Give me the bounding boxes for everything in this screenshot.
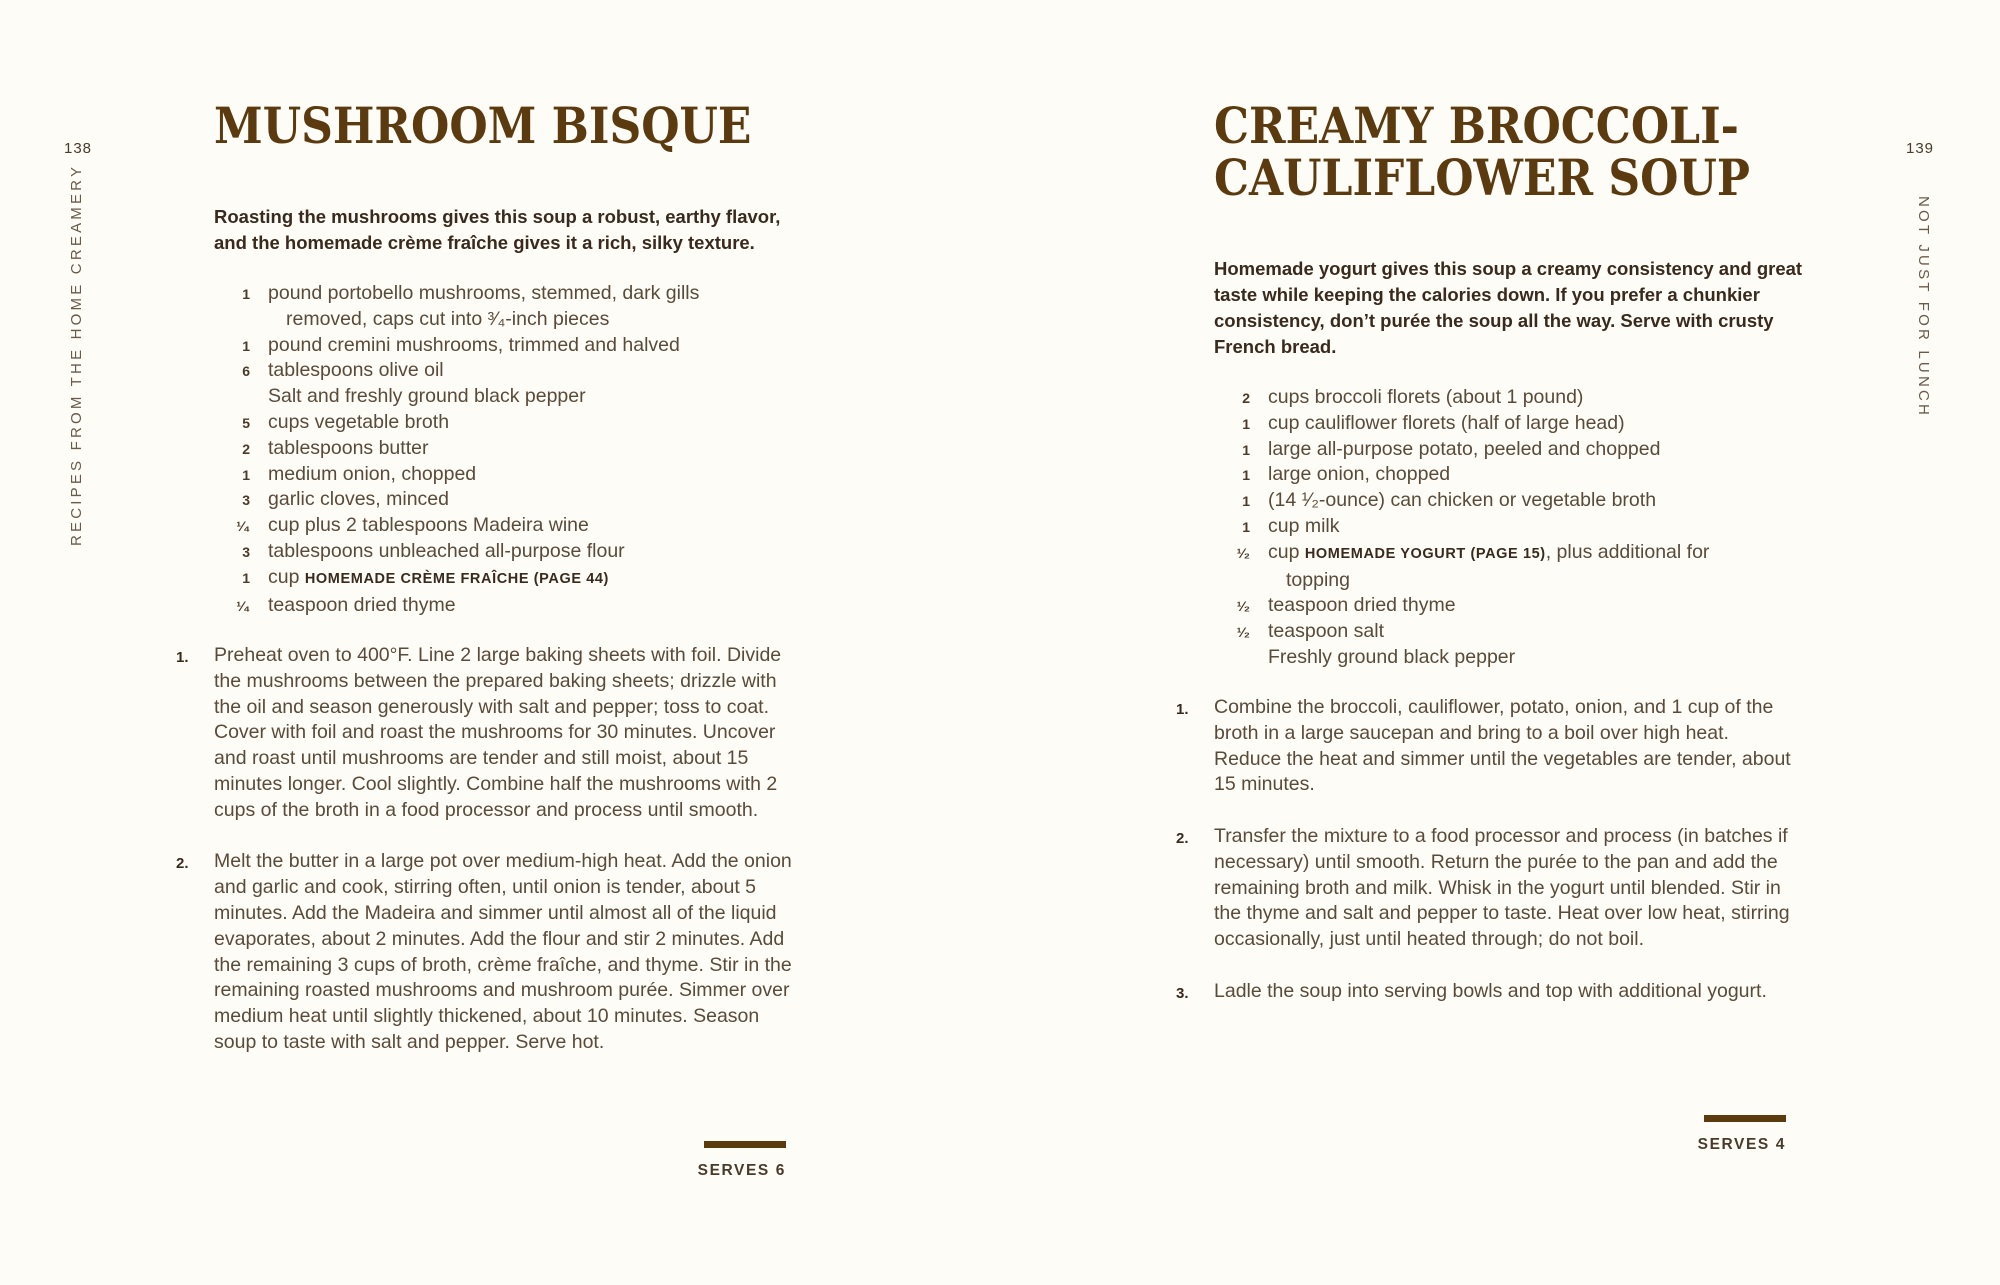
ingredient-item bbox=[214, 384, 814, 410]
recipe-title bbox=[1214, 96, 1750, 207]
ingredient-quantity: ¹⁄₄ bbox=[236, 597, 250, 614]
ingredient-list bbox=[214, 281, 814, 618]
ingredient-item bbox=[1214, 385, 1814, 411]
ingredient-item bbox=[1214, 593, 1814, 619]
ingredient-item bbox=[1214, 514, 1814, 540]
recipe-title: MUSHROOM BISQUE bbox=[214, 96, 752, 155]
method-step bbox=[1176, 979, 1796, 1005]
ingredient-quantity: 1 bbox=[1242, 415, 1250, 432]
ingredient-text: tablespoons unbleached all-purpose flour bbox=[268, 539, 625, 562]
step-list bbox=[1176, 695, 1796, 1030]
step-text: Combine the broccoli, cauliflower, potato, onion, and 1 cup of the broth in a large saucepan and bring to a boil over high heat. Reduce the heat and simmer until the vegetables are tender, about 15 minutes. bbox=[1214, 696, 1791, 796]
ingredient-item bbox=[214, 539, 814, 565]
ingredient-text: pound cremini mushrooms, trimmed and halved bbox=[268, 333, 680, 356]
step-number: 1. bbox=[1176, 701, 1189, 718]
step-number: 2. bbox=[1176, 829, 1189, 847]
ingredient-text: teaspoon dried thyme bbox=[1268, 594, 1456, 617]
ingredient-text-wrap: topping bbox=[1286, 568, 1350, 591]
ingredient-item bbox=[1214, 411, 1814, 437]
ingredient-text: Salt and freshly ground black pepper bbox=[268, 385, 586, 408]
running-head: RECIPES FROM THE HOME CREAMERY bbox=[68, 163, 85, 546]
ingredient-quantity: ¹⁄₂ bbox=[1236, 544, 1250, 561]
ingredient-text: cups vegetable broth bbox=[268, 410, 450, 433]
ingredient-text: garlic cloves, minced bbox=[268, 488, 449, 511]
ingredient-item bbox=[214, 436, 814, 462]
step-text: Preheat oven to 400°F. Line 2 large baking sheets with foil. Divide the mushrooms between the prepared baking sheets; drizzle with the oil and season generously with salt and pepper; toss to coat. Cover with foil and roast the mushrooms for 30 minutes. Uncover and roast until mushrooms are tender and still moist, about 15 minutes longer. Cool slightly. Combine half the mushrooms with 2 cups of the broth in a food processor and process until smooth. bbox=[214, 644, 782, 821]
cross-reference: HOMEMADE YOGURT (PAGE 15) bbox=[1304, 545, 1546, 562]
ingredient-text: tablespoons butter bbox=[268, 436, 429, 459]
ingredient-text: pound portobello mushrooms, stemmed, dark gills bbox=[268, 282, 700, 304]
ingredient-item bbox=[214, 281, 814, 333]
ingredient-quantity: 1 bbox=[1242, 441, 1250, 458]
ingredient-text-cont: , plus additional for bbox=[1545, 540, 1710, 563]
ingredient-quantity: 5 bbox=[242, 414, 250, 431]
ingredient-quantity: 3 bbox=[242, 492, 250, 509]
ingredient-text: large all-purpose potato, peeled and chopped bbox=[1268, 437, 1661, 460]
title-line: CREAMY BROCCOLI- bbox=[1214, 96, 1739, 155]
ingredient-item bbox=[214, 333, 814, 359]
ingredient-text: Freshly ground black pepper bbox=[1268, 645, 1516, 668]
step-text: Melt the butter in a large pot over medium-high heat. Add the onion and garlic and cook, stirring often, until onion is tender, about 5 minutes. Add the Madeira and simmer until almost all of the liquid evaporates, about 2 minutes. Add the flour and stir 2 minutes. Add the remaining 3 cups of broth, crème fraîche, and thyme. Stir in the remaining roasted mushrooms and mushroom purée. Simmer over medium heat until slightly thickened, about 10 minutes. Season soup to taste with salt and pepper. Serve hot. bbox=[214, 850, 792, 1053]
ingredient-quantity: 1 bbox=[1242, 493, 1250, 510]
right-page bbox=[1000, 0, 2000, 1285]
ingredient-text: cup plus 2 tablespoons Madeira wine bbox=[268, 514, 589, 537]
ingredient-quantity: 3 bbox=[242, 543, 250, 560]
ingredient-quantity: 1 bbox=[242, 286, 250, 302]
ingredient-quantity: 1 bbox=[242, 337, 250, 354]
ingredient-item bbox=[1214, 437, 1814, 463]
ingredient-quantity: 2 bbox=[1242, 390, 1250, 406]
ingredient-text: cup milk bbox=[1268, 514, 1340, 537]
ingredient-text: tablespoons olive oil bbox=[268, 359, 444, 382]
ingredient-item bbox=[1214, 540, 1814, 594]
ingredient-item bbox=[214, 358, 814, 384]
cross-reference: HOMEMADE CRÈME FRAÎCHE (PAGE 44) bbox=[304, 570, 609, 587]
method-step bbox=[1176, 824, 1796, 953]
ingredient-text: cup cauliflower florets (half of large head) bbox=[1268, 411, 1625, 434]
ingredient-text: teaspoon salt bbox=[1268, 620, 1385, 643]
ingredient-item bbox=[1214, 619, 1814, 645]
ingredient-quantity: 1 bbox=[1242, 518, 1250, 535]
title-line: CAULIFLOWER SOUP bbox=[1214, 148, 1750, 207]
step-text: Ladle the soup into serving bowls and top with additional yogurt. bbox=[1214, 979, 1767, 1002]
ingredient-item bbox=[1214, 488, 1814, 514]
ingredient-quantity: ¹⁄₄ bbox=[236, 518, 250, 535]
ingredient-text: (14 ¹⁄₂-ounce) can chicken or vegetable broth bbox=[1268, 489, 1657, 512]
method-step bbox=[176, 849, 796, 1055]
serves-label: SERVES 6 bbox=[697, 1162, 786, 1179]
ingredient-item bbox=[1214, 645, 1814, 671]
ingredient-text-wrap: removed, caps cut into ³⁄₄-inch pieces bbox=[286, 307, 610, 330]
recipe-intro: Homemade yogurt gives this soup a creamy consistency and great taste while keeping the calories down. If you prefer a chunkier consistency, don’t purée the soup all the way. Serve with crusty French bread. bbox=[1214, 258, 1803, 357]
ingredient-quantity: 1 bbox=[242, 466, 250, 483]
ingredient-text: teaspoon dried thyme bbox=[268, 593, 456, 616]
page-number: 138 bbox=[64, 140, 93, 157]
ingredient-text: cups broccoli florets (about 1 pound) bbox=[1268, 386, 1584, 408]
ingredient-quantity: ¹⁄₂ bbox=[1236, 624, 1250, 641]
serves-label: SERVES 4 bbox=[1697, 1136, 1786, 1153]
ingredient-quantity: 1 bbox=[242, 569, 250, 586]
step-number: 2. bbox=[176, 855, 189, 873]
ingredient-quantity: 2 bbox=[242, 440, 250, 457]
ingredient-item bbox=[214, 410, 814, 436]
ingredient-item bbox=[1214, 462, 1814, 488]
ingredient-item bbox=[214, 513, 814, 539]
ingredient-text: large onion, chopped bbox=[1268, 463, 1451, 486]
ingredient-quantity: 1 bbox=[1242, 467, 1250, 484]
ingredient-item bbox=[214, 487, 814, 513]
ingredient-quantity: ¹⁄₂ bbox=[1236, 598, 1250, 615]
ingredient-list bbox=[1214, 385, 1814, 671]
recipe-intro: Roasting the mushrooms gives this soup a robust, earthy flavor, and the homemade crème fraîche gives it a rich, silky texture. bbox=[214, 206, 781, 253]
serves-rule bbox=[1704, 1115, 1786, 1122]
ingredient-quantity: 6 bbox=[242, 363, 250, 380]
step-number: 1. bbox=[176, 649, 189, 666]
running-head: NOT JUST FOR LUNCH bbox=[1915, 196, 1932, 419]
serves-rule bbox=[704, 1141, 786, 1148]
step-list bbox=[176, 643, 796, 1082]
method-step bbox=[1176, 695, 1796, 798]
method-step bbox=[176, 643, 796, 824]
ingredient-item bbox=[214, 565, 814, 593]
ingredient-text: medium onion, chopped bbox=[268, 462, 477, 485]
ingredient-item bbox=[214, 462, 814, 488]
ingredient-item bbox=[214, 593, 814, 619]
ingredient-text: cup bbox=[268, 565, 305, 588]
step-text: Transfer the mixture to a food processor and process (in batches if necessary) until smooth. Return the purée to the pan and add the remaining broth and milk. Whisk in the yogurt until blended. Stir in the thyme and salt and pepper to taste. Heat over low heat, stirring occasionally, just until heated through; do not boil. bbox=[1214, 824, 1790, 951]
ingredient-text: cup bbox=[1268, 540, 1305, 563]
step-number: 3. bbox=[1176, 984, 1189, 1002]
page-number: 139 bbox=[1906, 140, 1935, 157]
